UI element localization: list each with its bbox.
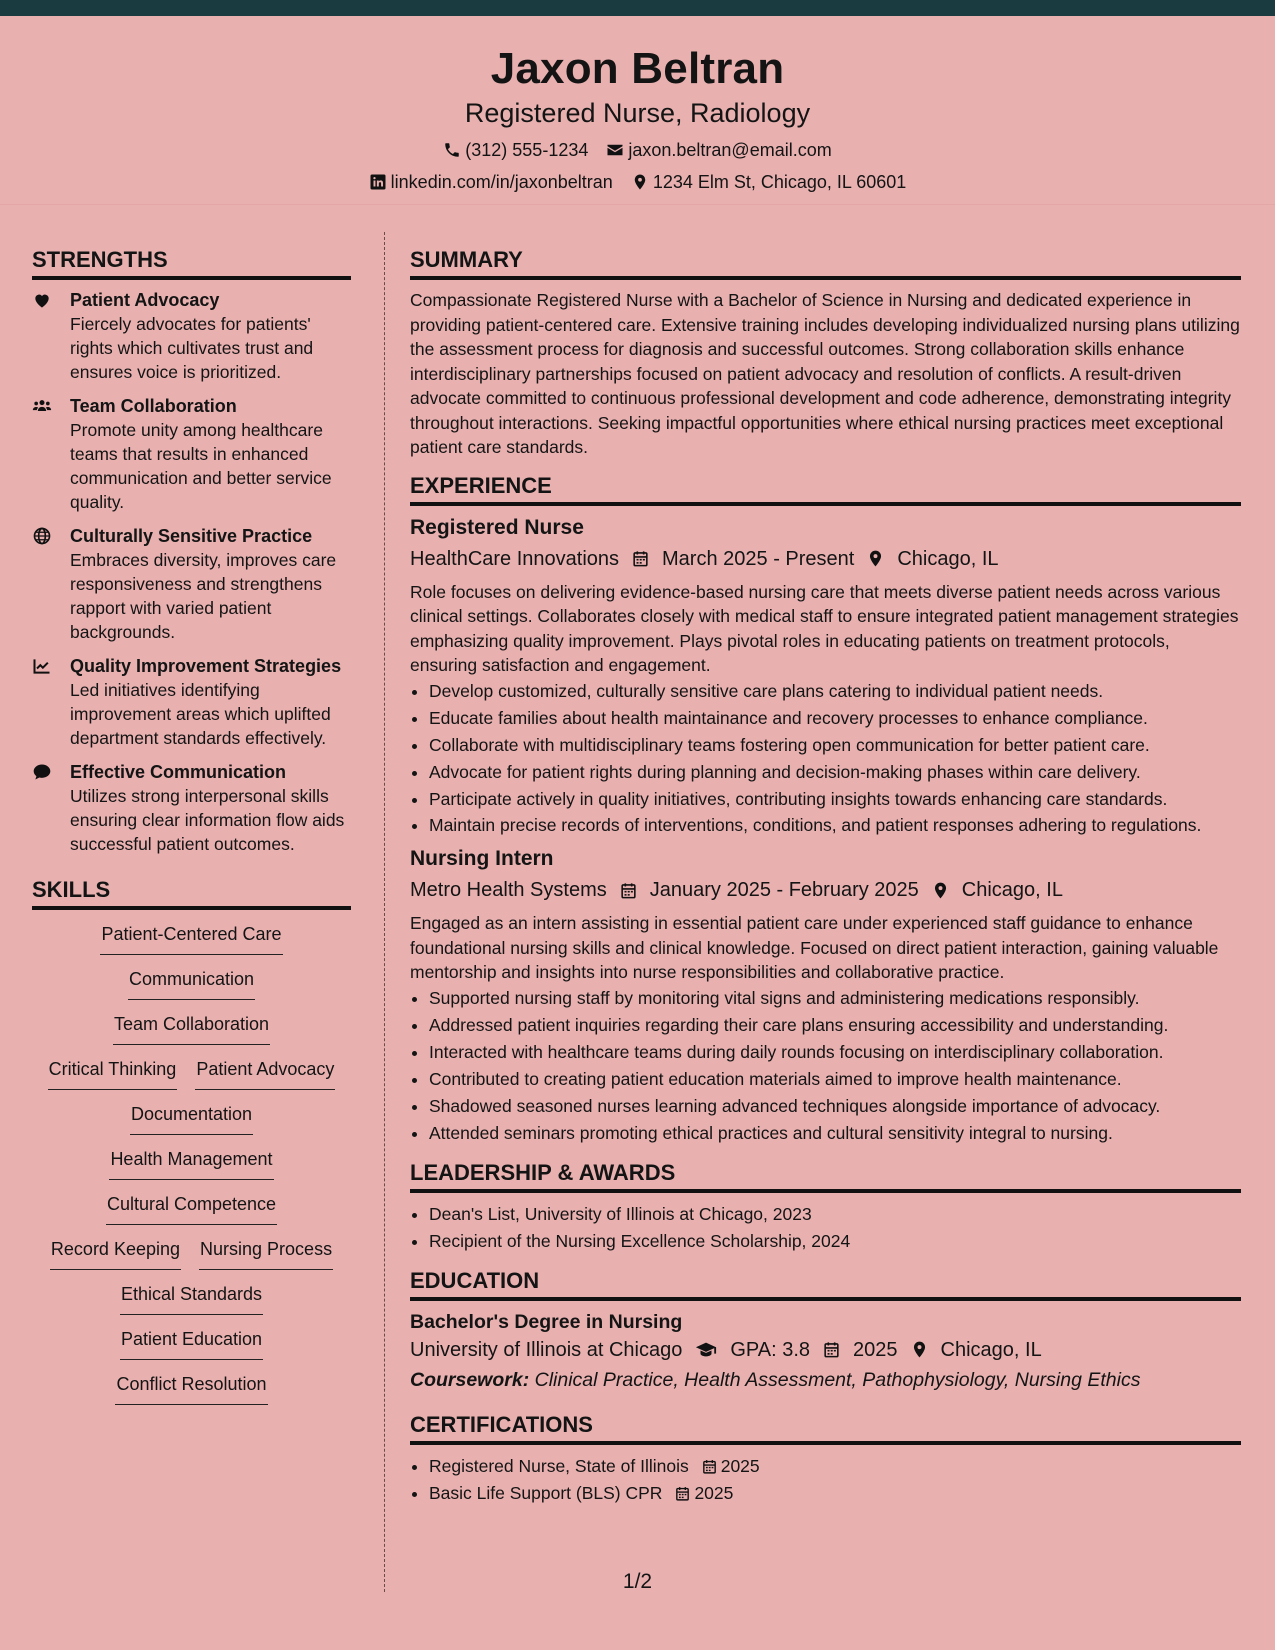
strength-item — [32, 654, 351, 750]
chart-line-icon — [32, 656, 52, 676]
strength-title: Effective Communication — [70, 762, 287, 782]
skill-row — [32, 1192, 351, 1225]
calendar-icon — [822, 1340, 841, 1359]
list-item: • Contributed to creating patient education materials aimed to improve health maintenance. — [429, 1066, 1241, 1093]
list-item: • Educate families about health maintainance and recovery processes to enhance compliance. — [429, 705, 1241, 732]
job-title: Registered Nurse — [410, 515, 584, 539]
resume-header — [0, 16, 1275, 204]
strength-title: Patient Advocacy — [70, 290, 220, 310]
calendar-icon — [631, 549, 650, 568]
strength-description: Led initiatives identifying improvement areas which uplifted department standards effectively. — [70, 680, 331, 748]
phone-contact — [443, 139, 588, 161]
skill-tag: Critical Thinking — [48, 1057, 178, 1090]
summary-text: Compassionate Registered Nurse with a Bachelor of Science in Nursing and dedicated experience in providing patient-centered care. Extensive training includes developing individualized nursing plans utilizing the assessment process for diagnosis and successful outcomes. Strong collaboration skills enhance interdisciplinary partnerships focused on patient advocacy and resolution of conflicts. A result-driven advocate committed to continuous professional development and code adherence, demonstrating integrity throughout interactions. Seeking impactful opportunities where ethical nursing practices meet exceptional patient care standards. — [410, 290, 1240, 457]
comment-icon — [32, 762, 52, 782]
strength-item — [32, 394, 351, 514]
candidate-name: Jaxon Beltran — [490, 44, 785, 93]
job-description: Engaged as an intern assisting in essential patient care under experienced staff guidance to enhance foundational nursing skills and clinical knowledge. Focused on direct patient interaction, gaining valuable mentorship and insights into nurse responsibilities and collaborative practice. — [410, 913, 1219, 982]
job-dates: January 2025 - February 2025 — [649, 879, 919, 901]
list-item: • Supported nursing staff by monitoring vital signs and administering medications responsibly. — [429, 985, 1241, 1012]
calendar-icon — [619, 881, 638, 900]
summary-section — [410, 246, 1241, 460]
education-section — [410, 1267, 1241, 1395]
strength-item — [32, 760, 351, 856]
linkedin-text[interactable]: linkedin.com/in/jaxonbeltran — [390, 172, 613, 192]
skill-tag: Record Keeping — [50, 1237, 181, 1270]
coursework-label: Coursework: — [410, 1368, 530, 1391]
education-year: 2025 — [853, 1338, 898, 1361]
calendar-icon — [701, 1458, 718, 1475]
coursework-list: Clinical Practice, Health Assessment, Pathophysiology, Nursing Ethics — [534, 1368, 1141, 1391]
job-entry — [410, 514, 1241, 838]
contact-line-1 — [0, 139, 1275, 161]
job-bullets — [410, 678, 1241, 838]
skill-row — [32, 922, 351, 955]
header-separator — [0, 204, 1275, 205]
linkedin-icon — [369, 173, 387, 191]
page-indicator: 1/2 — [622, 1570, 653, 1593]
linkedin-contact[interactable] — [369, 171, 613, 193]
strength-title: Culturally Sensitive Practice — [70, 526, 313, 546]
address-contact — [631, 171, 907, 193]
job-title: Nursing Intern — [410, 847, 554, 870]
list-item: • Addressed patient inquiries regarding their care plans ensuring accessibility and understanding. — [429, 1012, 1241, 1039]
skill-row — [32, 1057, 351, 1090]
email-contact[interactable] — [606, 139, 831, 161]
job-bullets — [410, 985, 1241, 1147]
list-item: • Collaborate with multidisciplinary teams fostering open communication for better patient care. — [429, 732, 1241, 759]
strength-description: Utilizes strong interpersonal skills ensuring clear information flow aids successful patient outcomes. — [70, 786, 345, 854]
map-pin-icon — [866, 549, 885, 568]
job-meta — [410, 875, 1241, 905]
education-meta — [410, 1335, 1241, 1365]
skill-row — [32, 1012, 351, 1045]
list-item: • Shadowed seasoned nurses learning advanced techniques alongside importance of advocacy. — [429, 1093, 1241, 1120]
skill-tag: Communication — [128, 967, 255, 1000]
job-entry — [410, 845, 1241, 1147]
skill-row — [32, 1282, 351, 1315]
cert-year: 2025 — [694, 1482, 734, 1503]
skill-tag: Nursing Process — [199, 1237, 333, 1270]
calendar-icon — [674, 1485, 691, 1502]
job-dates: March 2025 - Present — [662, 547, 855, 570]
skill-tag: Ethical Standards — [120, 1282, 263, 1315]
skills-heading: SKILLS — [32, 876, 351, 910]
education-coursework — [410, 1365, 1241, 1395]
cert-name: • Basic Life Support (BLS) CPR — [429, 1482, 663, 1503]
leadership-list — [410, 1201, 1241, 1255]
strength-description: Embraces diversity, improves care responsiveness and strengthens rapport with varied patient backgrounds. — [70, 550, 337, 642]
list-item — [429, 1453, 1241, 1480]
left-column — [32, 246, 351, 1405]
skill-row — [32, 1147, 351, 1180]
list-item: • Dean's List, University of Illinois at Chicago, 2023 — [429, 1201, 1241, 1228]
email-text[interactable]: jaxon.beltran@email.com — [628, 140, 832, 160]
job-location: Chicago, IL — [897, 547, 999, 570]
map-pin-icon — [931, 881, 950, 900]
cert-year: 2025 — [720, 1455, 760, 1476]
address-text: 1234 Elm St, Chicago, IL 60601 — [652, 172, 907, 192]
job-company: Metro Health Systems — [410, 879, 607, 901]
job-meta — [410, 544, 1241, 574]
contact-line-2 — [0, 171, 1275, 193]
envelope-icon — [606, 141, 624, 159]
heart-icon — [32, 290, 52, 310]
education-degree: Bachelor's Degree in Nursing — [410, 1310, 683, 1333]
map-pin-icon — [910, 1340, 929, 1359]
list-item: • Develop customized, culturally sensitive care plans catering to individual patient needs. — [429, 678, 1241, 705]
certifications-list — [410, 1453, 1241, 1507]
phone-text: (312) 555-1234 — [465, 140, 589, 160]
strength-title: Team Collaboration — [70, 396, 237, 416]
job-location: Chicago, IL — [961, 879, 1063, 901]
graduation-cap-icon — [694, 1339, 718, 1361]
experience-section — [410, 472, 1241, 1147]
skill-tag: Patient Advocacy — [195, 1057, 335, 1090]
education-school: University of Illinois at Chicago — [410, 1338, 683, 1361]
skill-row — [32, 1327, 351, 1360]
cert-name: • Registered Nurse, State of Illinois — [429, 1455, 689, 1476]
list-item: • Recipient of the Nursing Excellence Scholarship, 2024 — [429, 1228, 1241, 1255]
skill-row — [32, 967, 351, 1000]
list-item: • Participate actively in quality initiatives, contributing insights towards enhancing care standards. — [429, 786, 1241, 813]
leadership-heading: LEADERSHIP & AWARDS — [410, 1159, 1241, 1193]
skill-tag: Conflict Resolution — [115, 1372, 267, 1405]
strength-item — [32, 288, 351, 384]
skill-tag: Cultural Competence — [106, 1192, 277, 1225]
skill-row — [32, 1102, 351, 1135]
certifications-heading: CERTIFICATIONS — [410, 1411, 1241, 1445]
job-company: HealthCare Innovations — [410, 547, 620, 570]
summary-heading: SUMMARY — [410, 246, 1241, 280]
skill-tag: Patient Education — [120, 1327, 263, 1360]
education-location: Chicago, IL — [940, 1338, 1042, 1361]
right-column — [410, 246, 1241, 1507]
map-pin-icon — [631, 173, 649, 191]
job-description: Role focuses on delivering evidence-based nursing care that meets diverse patient needs across various clinical settings. Collaborates closely with medical staff to ensure integrated patient management strategies emphasizing quality improvement. Plays pivotal roles in educating patients on treatment protocols, ensuring satisfaction and engagement. — [410, 581, 1239, 675]
skill-tag: Health Management — [109, 1147, 273, 1180]
strength-description: Fiercely advocates for patients' rights which cultivates trust and ensures voice is prioritized. — [70, 314, 314, 382]
list-item: • Attended seminars promoting ethical practices and cultural sensitivity integral to nursing. — [429, 1120, 1241, 1147]
skill-tag: Documentation — [130, 1102, 253, 1135]
education-heading: EDUCATION — [410, 1267, 1241, 1301]
strength-title: Quality Improvement Strategies — [70, 656, 342, 676]
strength-description: Promote unity among healthcare teams that results in enhanced communication and better service quality. — [70, 420, 332, 512]
skill-row — [32, 1372, 351, 1405]
top-bar — [0, 0, 1275, 16]
list-item: • Interacted with healthcare teams during daily rounds focusing on interdisciplinary collaboration. — [429, 1039, 1241, 1066]
skill-tag: Team Collaboration — [113, 1012, 270, 1045]
education-gpa: GPA: 3.8 — [730, 1338, 811, 1361]
users-icon — [32, 396, 52, 416]
leadership-section — [410, 1159, 1241, 1255]
skills-section — [32, 876, 351, 1405]
phone-icon — [443, 141, 461, 159]
strengths-heading: STRENGTHS — [32, 246, 351, 280]
list-item — [429, 1480, 1241, 1507]
list-item: • Advocate for patient rights during planning and decision-making phases within care delivery. — [429, 759, 1241, 786]
certifications-section — [410, 1411, 1241, 1507]
skill-row — [32, 1237, 351, 1270]
experience-heading: EXPERIENCE — [410, 472, 1241, 506]
globe-icon — [32, 526, 52, 546]
skill-tag: Patient-Centered Care — [100, 922, 282, 955]
candidate-role: Registered Nurse, Radiology — [464, 98, 811, 128]
list-item: • Maintain precise records of interventions, conditions, and patient responses adhering to regulations. — [429, 813, 1241, 838]
strength-item — [32, 524, 351, 644]
column-divider — [384, 232, 385, 1592]
